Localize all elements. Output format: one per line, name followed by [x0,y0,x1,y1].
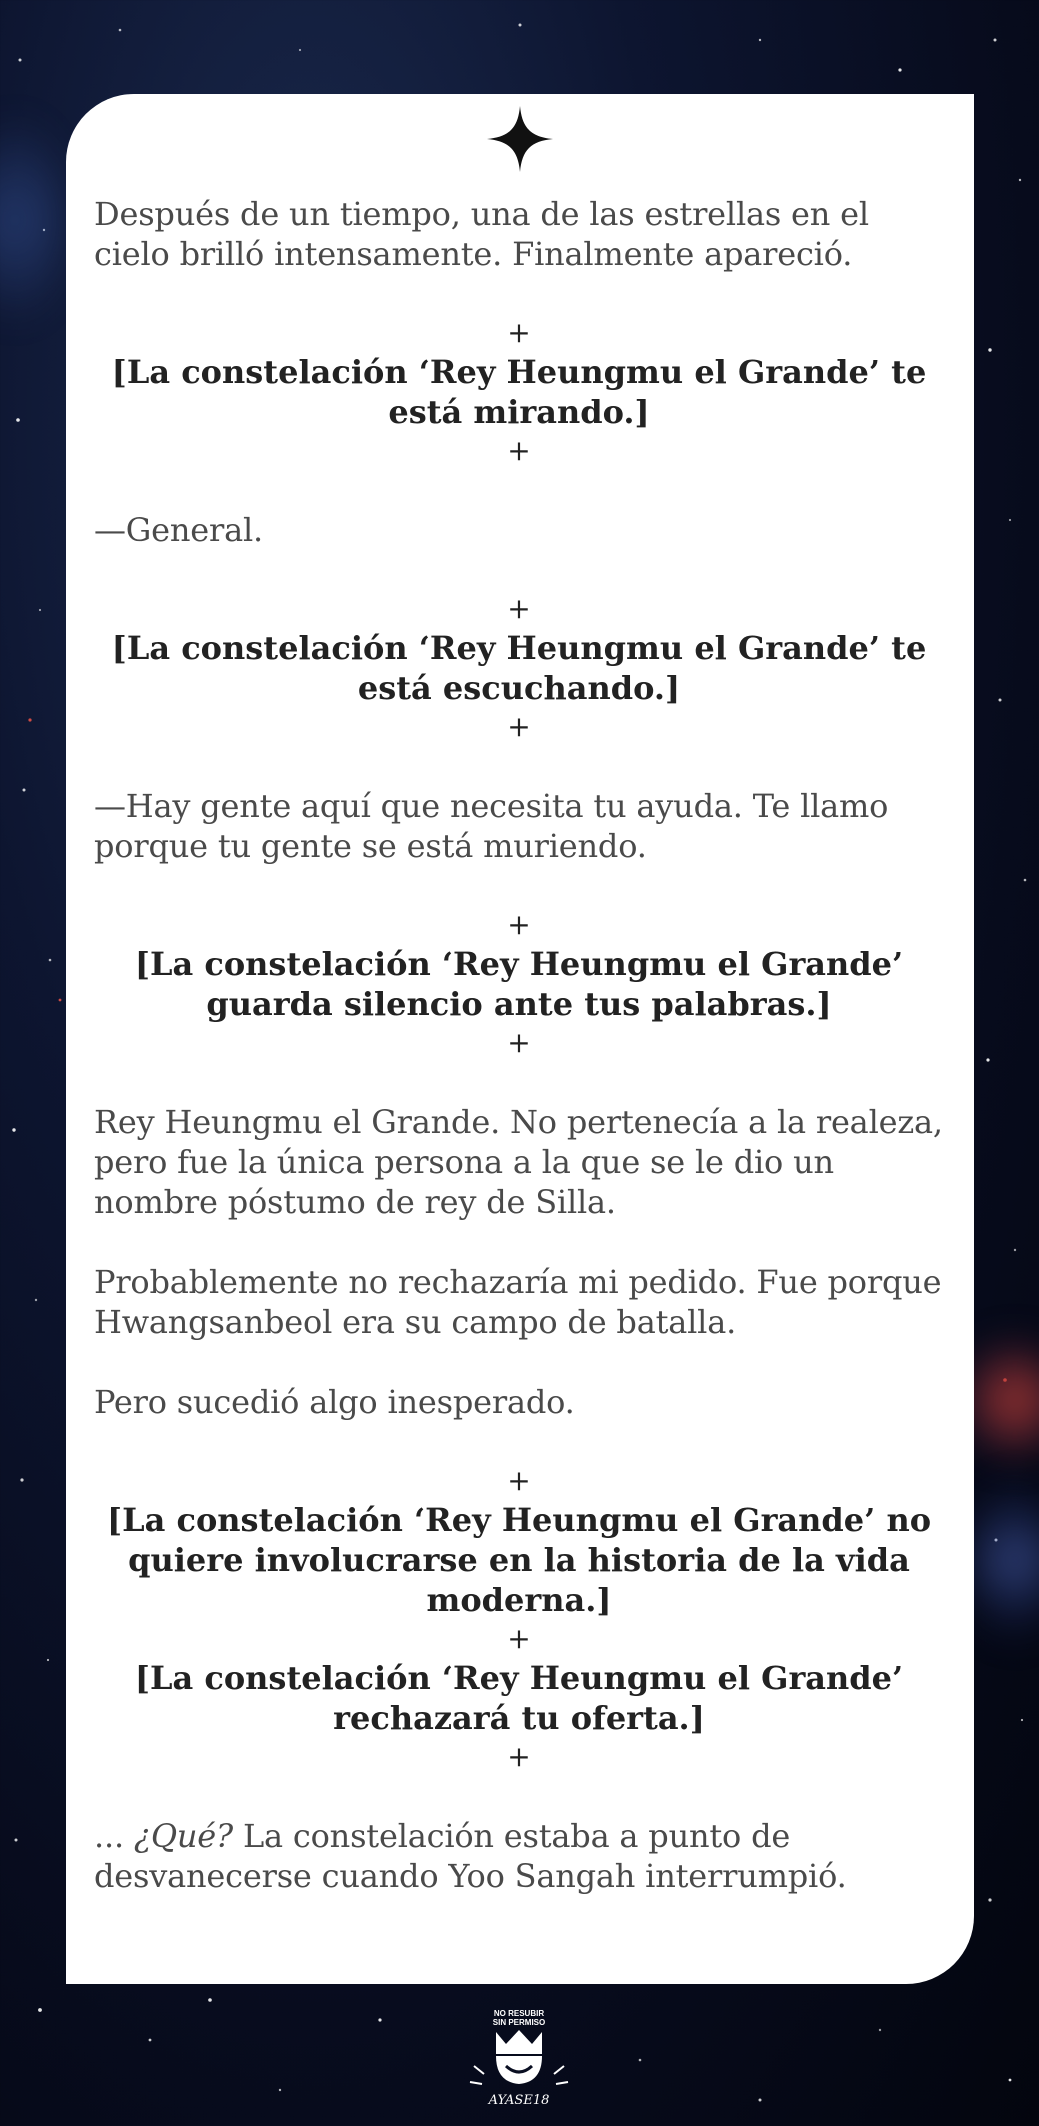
paragraph-6: Pero sucedió algo inesperado. [94,1383,575,1421]
plus-divider: + [507,1622,531,1655]
paragraph-1: Después de un tiempo, una de las estrellas en el cielo brilló intensamente. Finalmente apareció. [94,195,869,273]
sparkle-star-icon [487,106,553,172]
paragraph-3: —Hay gente aquí que necesita tu ayuda. Te llamo porque tu gente se está muriendo. [94,787,889,865]
plus-divider: + [507,908,531,941]
paragraph-7-italic: ¿Qué? [133,1817,233,1855]
crown-mascot-logo-icon [454,2004,584,2114]
system-message-4: [La constelación ‘Rey Heungmu el Grande’ no quiere involucrarse en la historia de la vida moderna.] [106,1501,932,1619]
nebula-glow-blue [970,1480,1039,1640]
logo-name: AYASE18 [488,2093,550,2108]
system-message-1: [La constelación ‘Rey Heungmu el Grande’ te está mirando.] [111,353,927,431]
plus-divider: + [507,434,531,467]
paragraph-5: Probablemente no rechazaría mi pedido. Fue porque Hwangsanbeol era su campo de batalla. [94,1263,942,1341]
plus-divider: + [507,316,531,349]
system-message-2: [La constelación ‘Rey Heungmu el Grande’ te está escuchando.] [111,629,927,707]
paragraph-7 [94,1816,944,1896]
system-message-3: [La constelación ‘Rey Heungmu el Grande’ guarda silencio ante tus palabras.] [134,945,904,1023]
nebula-glow-upper [0,120,60,320]
plus-divider: + [507,710,531,743]
plus-divider: + [507,1464,531,1497]
plus-divider: + [507,1740,531,1773]
logo-line-2: SIN PERMISO [492,2018,546,2027]
system-message-5: [La constelación ‘Rey Heungmu el Grande’ rechazará tu oferta.] [134,1659,904,1737]
logo-line-1: NO RESUBIR [493,2009,545,2018]
paragraph-4: Rey Heungmu el Grande. No pertenecía a la realeza, pero fue la única persona a la que se le dio un nombre póstumo de rey de Silla. [94,1103,943,1221]
paragraph-7-prefix: ... [94,1817,134,1855]
paragraph-7-rest: La constelación estaba a punto de desvanecerse cuando Yoo Sangah interrumpió. [94,1817,847,1895]
text-card [66,94,974,1984]
plus-divider: + [507,1026,531,1059]
paragraph-2: —General. [94,511,264,549]
plus-divider: + [507,592,531,625]
